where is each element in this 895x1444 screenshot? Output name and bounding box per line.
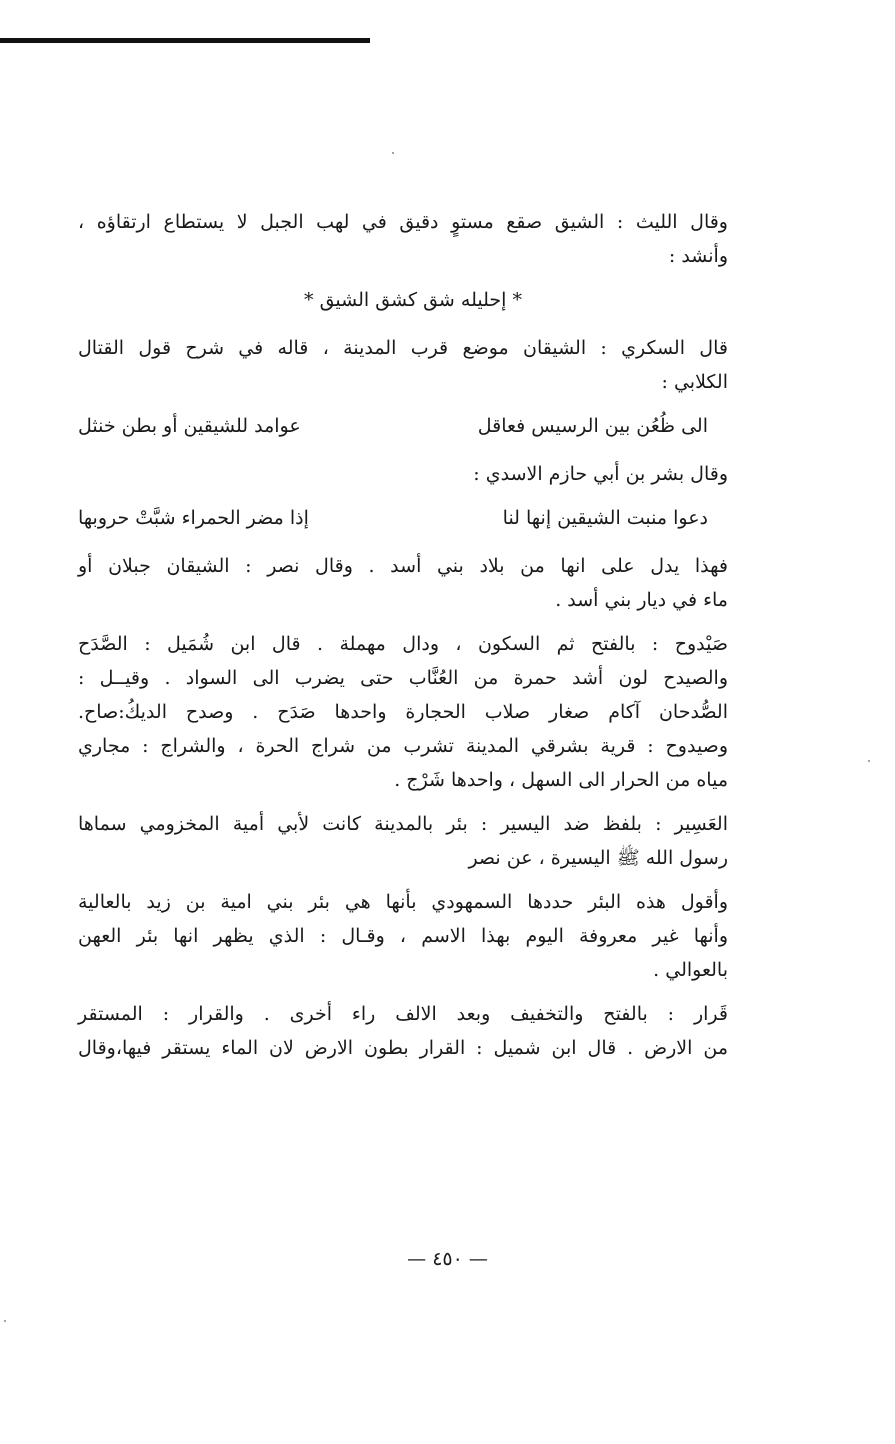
entry-qarar	[78, 997, 748, 1065]
text-line: وصيدوح : قرية بشرقي المدينة تشرب من شراج الحرة ، والشراج : مجاري	[78, 735, 728, 757]
entry-asir	[78, 807, 748, 875]
text-line: بالعوالي .	[653, 959, 728, 981]
entry-saydouh	[78, 627, 748, 797]
entry-line: صَيْدوح : بالفتح ثم السكون ، ودال مهملة . قال ابن شُمَيل : الصَّدَح	[78, 633, 728, 655]
verse-first-hemistich: الى ظُعُن بين الرسيس فعاقل	[477, 415, 708, 437]
text-line: قال السكري : الشيقان موضع قرب المدينة ، قاله في شرح قول القتال	[78, 337, 728, 359]
text-line: مياه من الحرار الى السهل ، واحدها شَرْج .	[394, 769, 728, 791]
paragraph-nasr	[78, 549, 748, 617]
paragraph-sukkari	[78, 331, 748, 399]
text-line: ماء في ديار بني أسد .	[555, 589, 728, 611]
paragraph-samhoudi	[78, 885, 748, 987]
text-line: وأنشد :	[668, 245, 728, 267]
verse-hemistich: * إحليله شق كشق الشيق *	[304, 289, 522, 311]
text-line: رسول الله ﷺ اليسيرة ، عن نصر	[468, 847, 728, 869]
text-line: وقال الليث : الشيق صقع مستوٍ دقيق في لهب الجبل لا يستطاع ارتقاؤه ،	[78, 211, 728, 233]
verse-first-hemistich: دعوا منبت الشيقين إنها لنا	[502, 507, 708, 529]
verse-second-hemistich: إذا مضر الحمراء شبَّتْ حروبها	[78, 507, 309, 529]
page-number: — ٤٥٠ —	[407, 1248, 488, 1270]
text-line: وأقول هذه البئر حددها السمهودي بأنها هي بئر بني امية بن زيد بالعالية	[78, 891, 728, 913]
text-line: فهذا يدل على انها من بلاد بني أسد . وقال نصر : الشيقان جبلان أو	[78, 555, 728, 577]
text-line: الصُّدحان آكام صغار صلاب الحجارة واحدها صَدَح . وصدح الديكُ:صاح.	[78, 701, 728, 723]
page-body	[78, 205, 748, 1075]
paragraph-bishr	[78, 457, 748, 491]
text-line: والصيدح لون أشد حمرة من العُنَّاب حتى يضرب الى السواد . وقيــل :	[78, 667, 728, 689]
verse-line	[78, 501, 748, 535]
text-line: الكلابي :	[661, 371, 728, 393]
scan-speck	[4, 1320, 6, 1322]
verse-second-hemistich: عوامد للشيقين أو بطن خنثل	[78, 415, 301, 437]
paragraph-laith	[78, 205, 748, 273]
scan-speck	[868, 760, 870, 762]
scan-speck	[392, 152, 394, 154]
text-line: وأنها غير معروفة اليوم بهذا الاسم ، وقـال : الذي يظهر انها بئر العهن	[78, 925, 728, 947]
text-line: وقال بشر بن أبي حازم الاسدي :	[473, 463, 728, 485]
entry-line: العَسِير : بلفظ ضد اليسير : بئر بالمدينة كانت لأبي أمية المخزومي سماها	[78, 813, 728, 835]
entry-line: قَرار : بالفتح والتخفيف وبعد الالف راء أخرى . والقرار : المستقر	[78, 1003, 728, 1025]
verse-line	[78, 409, 748, 443]
text-line: من الارض . قال ابن شميل : القرار بطون الارض لان الماء يستقر فيها،وقال	[78, 1037, 728, 1059]
top-rule	[0, 38, 370, 43]
